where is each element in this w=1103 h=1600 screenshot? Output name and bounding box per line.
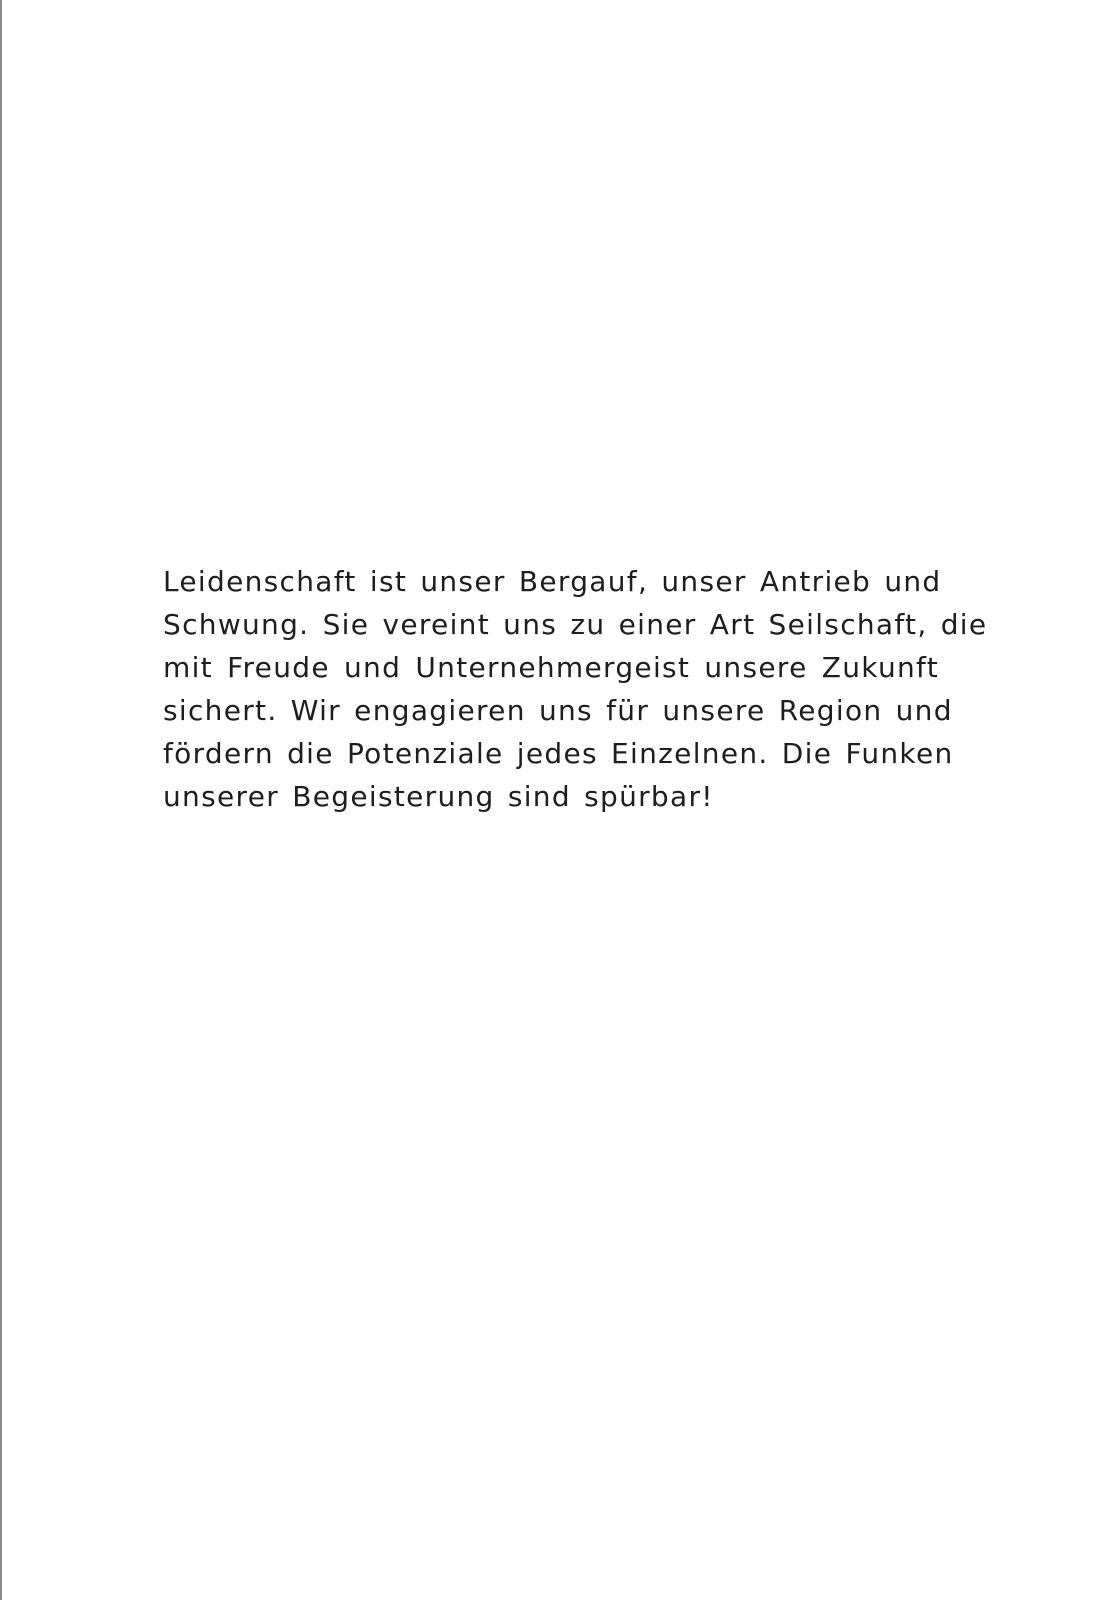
paragraph-line: mit Freude und Unternehmergeist unsere Zukunft: [163, 651, 939, 684]
paragraph-line: Schwung. Sie vereint uns zu einer Art Seilschaft, die: [163, 608, 988, 641]
paragraph-line: sichert. Wir engagieren uns für unsere Region und: [163, 694, 953, 727]
paragraph-line: Leidenschaft ist unser Bergauf, unser Antrieb und: [163, 565, 942, 598]
page-left-border: [0, 0, 2, 1600]
body-paragraph: [163, 560, 988, 818]
paragraph-line: fördern die Potenziale jedes Einzelnen. Die Funken: [163, 737, 954, 770]
paragraph-line: unserer Begeisterung sind spürbar!: [163, 780, 714, 813]
